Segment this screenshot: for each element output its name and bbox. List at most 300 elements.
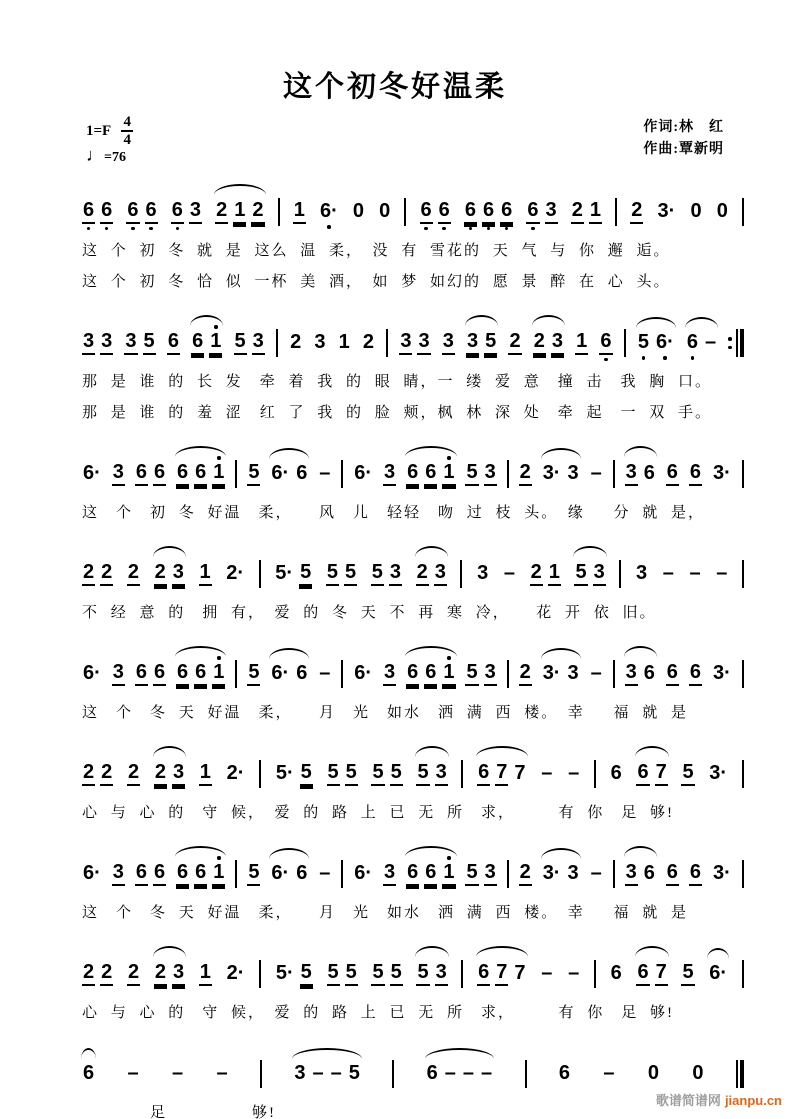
note-digit: 5 bbox=[344, 562, 357, 586]
note bbox=[420, 194, 433, 230]
notes-row bbox=[82, 179, 744, 232]
note-digit: 7 bbox=[655, 762, 668, 786]
note-group bbox=[275, 756, 313, 792]
slur-arc bbox=[573, 546, 606, 557]
barline-thin bbox=[259, 560, 261, 588]
octave-dot-below bbox=[505, 227, 509, 231]
note-digit: 5 bbox=[390, 962, 403, 986]
score-line bbox=[82, 941, 744, 1025]
note bbox=[112, 456, 125, 492]
note bbox=[643, 458, 656, 491]
watermark-site-name: 歌谱简谱网 bbox=[655, 1093, 721, 1108]
barline-thin bbox=[404, 198, 406, 226]
note bbox=[327, 756, 340, 792]
note-digit: 6 bbox=[176, 662, 189, 686]
score-line bbox=[82, 1041, 744, 1119]
note bbox=[689, 656, 702, 692]
note-group bbox=[82, 756, 113, 792]
note bbox=[383, 456, 396, 492]
note-digit: – bbox=[541, 762, 553, 784]
note-digit: – bbox=[603, 1062, 615, 1084]
note bbox=[127, 756, 140, 792]
barline-thin bbox=[742, 560, 744, 588]
notes-row bbox=[82, 541, 744, 594]
slur-arc bbox=[635, 746, 668, 757]
slur-arc bbox=[685, 317, 718, 328]
key-label: 1=F bbox=[86, 122, 112, 139]
octave-dot-below bbox=[131, 227, 135, 231]
note-group bbox=[112, 456, 125, 492]
note-digit: 3· bbox=[542, 862, 561, 884]
note-group bbox=[681, 756, 694, 792]
note-digit: 5 bbox=[484, 331, 497, 355]
note-digit: 1 bbox=[199, 762, 212, 786]
note bbox=[371, 756, 384, 792]
slur-arc bbox=[465, 315, 498, 326]
note bbox=[484, 325, 497, 361]
barline-single bbox=[742, 860, 744, 888]
note bbox=[526, 194, 539, 230]
note-digit: 6 bbox=[610, 762, 622, 784]
lyrics-line: 这 个 冬 天 好温 柔， 月 光 如水 洒 满 西 楼。 幸 福 就 是 bbox=[82, 905, 689, 921]
note-group bbox=[466, 325, 497, 361]
note-digit: 5 bbox=[465, 662, 478, 686]
note-digit: 2 bbox=[82, 562, 95, 586]
note bbox=[153, 456, 166, 492]
note-group bbox=[318, 858, 331, 891]
note-digit: 1 bbox=[209, 331, 222, 355]
note-group bbox=[127, 956, 140, 992]
note-digit: 6 bbox=[643, 462, 655, 484]
note-group bbox=[293, 194, 306, 230]
note bbox=[399, 325, 412, 361]
note bbox=[338, 327, 351, 360]
note bbox=[352, 196, 365, 229]
note bbox=[172, 956, 185, 992]
slur-arc bbox=[624, 446, 657, 457]
note-group bbox=[575, 325, 588, 361]
note-digit: 3 bbox=[172, 562, 185, 586]
note-digit: 6 bbox=[171, 200, 184, 224]
note-digit: 6 bbox=[666, 662, 679, 686]
note bbox=[300, 756, 313, 792]
note-group bbox=[519, 656, 532, 692]
note bbox=[530, 556, 543, 592]
note-digit: 5 bbox=[143, 331, 156, 355]
note bbox=[362, 327, 375, 360]
note-digit: 3 bbox=[100, 331, 113, 355]
note-digit: – bbox=[541, 962, 553, 984]
note bbox=[191, 325, 204, 361]
note-digit: 3 bbox=[625, 462, 638, 486]
score-line bbox=[82, 179, 744, 294]
note-digit: 6 bbox=[599, 331, 612, 355]
barline-thin bbox=[613, 860, 615, 888]
note-group bbox=[567, 958, 580, 991]
note-digit: 3 bbox=[124, 331, 137, 355]
octave-dot-below bbox=[327, 225, 331, 229]
note-digit: 3 bbox=[442, 331, 455, 355]
note bbox=[127, 1058, 140, 1091]
note-digit: 5 bbox=[327, 962, 340, 986]
note-group bbox=[635, 558, 648, 591]
note-digit: 3 bbox=[389, 562, 402, 586]
barline-single bbox=[594, 960, 596, 988]
note-digit: 1 bbox=[338, 331, 350, 353]
note-group bbox=[135, 856, 166, 892]
note-digit: 2 bbox=[519, 462, 532, 486]
note-group bbox=[590, 658, 603, 691]
note-group bbox=[625, 456, 656, 492]
note-group bbox=[176, 456, 225, 492]
note bbox=[153, 856, 166, 892]
note-digit: 5 bbox=[681, 962, 694, 986]
note-group bbox=[270, 658, 308, 691]
note bbox=[82, 756, 95, 792]
note-digit: 2 bbox=[533, 331, 546, 355]
note bbox=[295, 458, 308, 491]
note bbox=[503, 558, 516, 591]
note bbox=[435, 756, 448, 792]
note-digit: 6· bbox=[354, 862, 373, 884]
note bbox=[655, 956, 668, 992]
note-digit: 3 bbox=[551, 331, 564, 355]
note-group bbox=[82, 658, 102, 691]
note bbox=[167, 325, 180, 361]
note-digit: 3 bbox=[434, 562, 447, 586]
note bbox=[442, 325, 455, 361]
note bbox=[330, 1058, 343, 1091]
note-group bbox=[270, 858, 308, 891]
note-digit: 6 bbox=[438, 200, 451, 224]
octave-dot-below bbox=[663, 356, 667, 360]
barline-thin bbox=[742, 460, 744, 488]
note-group bbox=[293, 1058, 361, 1091]
slur-arc bbox=[624, 646, 657, 657]
note bbox=[574, 556, 587, 592]
note bbox=[383, 656, 396, 692]
note-group bbox=[416, 956, 447, 992]
barline-thin bbox=[235, 460, 237, 488]
note-group bbox=[477, 956, 526, 992]
note-digit: – bbox=[590, 462, 602, 484]
note-group bbox=[326, 556, 357, 592]
note-digit: 6 bbox=[167, 331, 180, 355]
note-digit: 1 bbox=[233, 200, 246, 224]
barline-thin bbox=[742, 860, 744, 888]
note-group bbox=[216, 1058, 229, 1091]
slur-arc bbox=[541, 848, 581, 859]
note-group bbox=[127, 556, 140, 592]
note-digit: 2 bbox=[154, 562, 167, 586]
note-group bbox=[82, 325, 113, 361]
note bbox=[378, 196, 391, 229]
note-group bbox=[353, 458, 373, 491]
note-digit: 6· bbox=[709, 962, 728, 984]
note bbox=[318, 658, 331, 691]
note bbox=[500, 194, 513, 230]
barline-thin bbox=[594, 760, 596, 788]
note bbox=[477, 956, 490, 992]
note-group bbox=[318, 658, 331, 691]
note-digit: 1 bbox=[199, 562, 212, 586]
note-digit: 6 bbox=[135, 862, 148, 886]
notes-row bbox=[82, 641, 744, 694]
note-digit: 2 bbox=[154, 962, 167, 986]
note-digit: – bbox=[716, 562, 728, 584]
note-digit: 3 bbox=[567, 662, 579, 684]
note bbox=[513, 758, 526, 791]
note bbox=[566, 658, 579, 691]
note bbox=[647, 1058, 660, 1091]
note-digit: 1 bbox=[442, 862, 455, 886]
barline-thin bbox=[742, 760, 744, 788]
note-group bbox=[112, 856, 125, 892]
note-digit: – bbox=[216, 1062, 228, 1084]
note-digit: 6 bbox=[296, 462, 308, 484]
barline-single bbox=[341, 460, 343, 488]
note-group bbox=[289, 327, 302, 360]
lyrics-line: 这 个 冬 天 好温 柔， 月 光 如水 洒 满 西 楼。 幸 福 就 是 bbox=[82, 705, 689, 721]
note-group bbox=[540, 958, 553, 991]
score-line bbox=[82, 441, 744, 525]
note-digit: 6 bbox=[666, 862, 679, 886]
note-digit: 3 bbox=[635, 562, 648, 584]
note-digit: 3 bbox=[435, 762, 448, 786]
note-digit: 5 bbox=[345, 762, 358, 786]
note-digit: 1 bbox=[548, 562, 561, 586]
note-digit: – bbox=[444, 1062, 456, 1084]
note-group bbox=[610, 758, 623, 791]
note bbox=[199, 556, 212, 592]
note-group bbox=[426, 1058, 494, 1091]
note-digit: 5 bbox=[247, 662, 260, 686]
barline-thin bbox=[260, 1060, 262, 1088]
slur-arc bbox=[415, 746, 448, 757]
note-digit: 3· bbox=[657, 200, 676, 222]
note-group bbox=[686, 327, 717, 360]
lyrics-line: 这 个 初 冬 好温 柔， 风 儿 轻轻 吻 过 枝 头。 缘 分 就 是， bbox=[82, 505, 706, 521]
note bbox=[319, 196, 339, 229]
barline-single bbox=[613, 860, 615, 888]
note bbox=[655, 756, 668, 792]
note-group bbox=[406, 656, 455, 692]
note-digit: 6 bbox=[153, 862, 166, 886]
note bbox=[127, 956, 140, 992]
note-digit: 6 bbox=[406, 662, 419, 686]
note-digit: 3· bbox=[542, 662, 561, 684]
barline-thin bbox=[525, 1060, 527, 1088]
note-digit: 3 bbox=[466, 331, 479, 355]
note-group bbox=[689, 196, 702, 229]
note bbox=[477, 756, 490, 792]
note bbox=[135, 856, 148, 892]
note bbox=[100, 194, 113, 230]
note-digit: 5 bbox=[637, 331, 649, 353]
note-digit: 3 bbox=[477, 562, 489, 584]
note-group bbox=[82, 194, 113, 230]
note bbox=[542, 658, 562, 691]
slur-arc bbox=[175, 446, 226, 457]
note-digit: 6 bbox=[126, 200, 139, 224]
lyrics-line: 那 是 谁 的 长 发 牵 着 我 的 眼 睛，一 缕 爱 意 撞 击 我 胸 口。 bbox=[82, 374, 713, 390]
note-digit: 6 bbox=[689, 462, 702, 486]
watermark-url: jianpu.cn bbox=[724, 1093, 782, 1108]
note-group bbox=[526, 194, 557, 230]
note-group bbox=[362, 327, 375, 360]
note bbox=[171, 1058, 184, 1091]
note-group bbox=[542, 458, 580, 491]
note-digit: 0 bbox=[690, 200, 702, 222]
note bbox=[215, 194, 228, 230]
notes-row bbox=[82, 441, 744, 494]
note-group bbox=[442, 325, 455, 361]
note bbox=[82, 458, 102, 491]
note-digit: 3· bbox=[709, 762, 728, 784]
note-digit: 6 bbox=[477, 762, 490, 786]
note bbox=[313, 327, 326, 360]
note-digit: 2· bbox=[226, 762, 245, 784]
barline-thin bbox=[461, 760, 463, 788]
note bbox=[234, 325, 247, 361]
note-group bbox=[176, 656, 225, 692]
notes-row bbox=[82, 741, 744, 794]
lyrics-line: 那 是 谁 的 羞 涩 红 了 我 的 脸 颊，枫 林 深 处 牵 起 一 双 手。 bbox=[82, 405, 713, 421]
slur-arc bbox=[541, 648, 581, 659]
note-digit: 5 bbox=[247, 862, 260, 886]
note bbox=[590, 658, 603, 691]
note bbox=[542, 458, 562, 491]
note-digit: 2 bbox=[362, 331, 375, 353]
note-group bbox=[135, 456, 166, 492]
note bbox=[442, 456, 455, 492]
note-digit: 6 bbox=[176, 862, 189, 886]
note-digit: 6 bbox=[194, 662, 207, 686]
note-digit: – bbox=[312, 1062, 324, 1084]
note bbox=[226, 958, 246, 991]
note-group bbox=[274, 556, 312, 592]
barline-thin bbox=[392, 1060, 394, 1088]
note-group bbox=[371, 956, 402, 992]
note-group bbox=[171, 1058, 184, 1091]
note bbox=[715, 558, 728, 591]
note bbox=[689, 856, 702, 892]
note-digit: – bbox=[319, 462, 331, 484]
note-digit: 5 bbox=[465, 862, 478, 886]
note bbox=[519, 456, 532, 492]
note-digit: 1 bbox=[293, 200, 306, 224]
note-group bbox=[406, 456, 455, 492]
note-group bbox=[82, 1058, 95, 1091]
note-group bbox=[465, 856, 496, 892]
note-group bbox=[519, 456, 532, 492]
note-group bbox=[247, 656, 260, 692]
barline-thin bbox=[507, 860, 509, 888]
slur-arc bbox=[707, 948, 729, 959]
note-digit: 5 bbox=[416, 962, 429, 986]
slur-arc bbox=[269, 648, 309, 659]
barline-single bbox=[386, 329, 388, 357]
note bbox=[417, 325, 430, 361]
note-group bbox=[465, 456, 496, 492]
note bbox=[326, 556, 339, 592]
note-digit: 6· bbox=[354, 662, 373, 684]
note-digit: 6· bbox=[271, 462, 290, 484]
note bbox=[476, 558, 489, 591]
note-group bbox=[226, 958, 246, 991]
slur-arc bbox=[476, 746, 527, 757]
slur-arc bbox=[175, 846, 226, 857]
note-group bbox=[124, 325, 155, 361]
barline-thin bbox=[460, 560, 462, 588]
barline-thin bbox=[507, 460, 509, 488]
note-digit: 1 bbox=[589, 200, 602, 224]
note-digit: 6 bbox=[643, 862, 655, 884]
note bbox=[406, 456, 419, 492]
barline-single bbox=[461, 760, 463, 788]
note-group bbox=[378, 196, 391, 229]
note bbox=[135, 656, 148, 692]
note-group bbox=[636, 956, 667, 992]
note-group bbox=[542, 858, 580, 891]
note-group bbox=[82, 956, 113, 992]
note bbox=[112, 656, 125, 692]
note bbox=[716, 196, 729, 229]
note bbox=[293, 194, 306, 230]
note-digit: 3 bbox=[625, 862, 638, 886]
note-group bbox=[191, 325, 222, 361]
barline-single bbox=[507, 460, 509, 488]
note bbox=[635, 558, 648, 591]
note bbox=[625, 456, 638, 492]
note-group bbox=[176, 856, 225, 892]
note bbox=[424, 856, 437, 892]
barline-thin bbox=[259, 760, 261, 788]
lyrics-line: 不 经 意 的 拥 有， 爱 的 冬 天 不 再 寒 冷， 花 开 依 旧。 bbox=[82, 605, 657, 621]
barline-single bbox=[742, 460, 744, 488]
note-digit: 7 bbox=[655, 962, 668, 986]
note bbox=[426, 1058, 439, 1091]
note-digit: 6 bbox=[194, 862, 207, 886]
note-digit: 5 bbox=[371, 762, 384, 786]
note bbox=[712, 458, 732, 491]
note-digit: – bbox=[127, 1062, 139, 1084]
note bbox=[199, 956, 212, 992]
note bbox=[666, 656, 679, 692]
note-group bbox=[708, 758, 728, 791]
note bbox=[176, 856, 189, 892]
note bbox=[176, 656, 189, 692]
note-digit: 3 bbox=[294, 1062, 306, 1084]
note bbox=[275, 958, 295, 991]
note-group bbox=[542, 658, 580, 691]
note-digit: – bbox=[662, 562, 674, 584]
note-group bbox=[477, 756, 526, 792]
note-digit: 2 bbox=[290, 331, 302, 353]
slur-arc bbox=[175, 646, 226, 657]
note bbox=[610, 958, 623, 991]
note-group bbox=[225, 558, 245, 591]
lyrics-line: 足 够! bbox=[82, 1105, 276, 1119]
note bbox=[406, 656, 419, 692]
note-digit: 6 bbox=[82, 200, 95, 224]
octave-dot-below bbox=[487, 227, 491, 231]
note bbox=[438, 194, 451, 230]
barline-single bbox=[525, 1060, 527, 1088]
note-group bbox=[199, 756, 212, 792]
note-group bbox=[226, 758, 246, 791]
note bbox=[688, 558, 701, 591]
